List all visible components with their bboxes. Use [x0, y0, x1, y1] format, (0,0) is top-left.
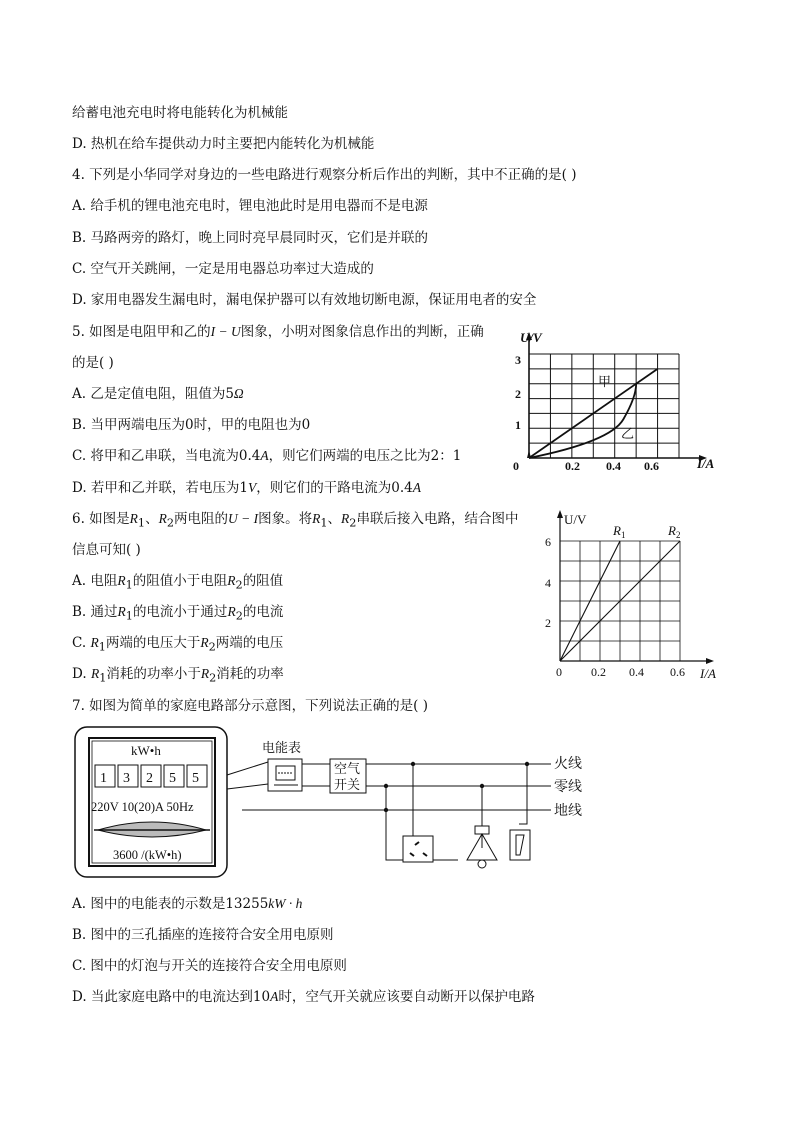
x-tick-label: 0.6 [670, 665, 685, 679]
math-i-u: I − U [210, 324, 241, 339]
three-pin-socket [403, 836, 433, 862]
y-axis-arrow [557, 510, 563, 518]
x-tick-label: 0.2 [565, 459, 580, 473]
q7-option-d: D. 当此家庭电路中的电流达到10A时，空气开关就应该要自动断开以保护电路 [72, 989, 535, 1005]
question-5-stem-cont: 的是( ) [72, 355, 114, 371]
q4-option-c: C. 空气开关跳闸，一定是用电器总功率过大造成的 [72, 261, 374, 277]
air-switch-label: 空气 [334, 761, 361, 776]
meter-unit: kW•h [131, 743, 161, 758]
option-d: D. 热机在给车提供动力时主要把内能转化为机械能 [72, 136, 375, 152]
question-6-stem: 6. 如图是$R_1$、$R_2$两电阻的U − I图象。将$R_1$、$R_2$串联后接入电路，结合图中 [72, 511, 519, 530]
meter-rating: 220V 10(20)A 50Hz [91, 800, 194, 814]
question-6-stem-cont: 信息可知( ) [72, 542, 141, 558]
meter-digit: 3 [123, 771, 130, 786]
text-line: 给蓄电池充电时将电能转化为机械能 [72, 105, 288, 121]
series-label-r1: $R_1$ [613, 523, 626, 540]
chart-q6-ui-graph [540, 508, 730, 684]
meter-constant: 3600 /(kW•h) [113, 848, 182, 862]
live-wire-label: 火线 [554, 757, 582, 772]
y-tick-label: 3 [515, 353, 521, 367]
x-axis-arrow [706, 658, 714, 664]
x-axis-label: I/A [700, 666, 716, 681]
x-tick-label: 0.2 [591, 665, 606, 679]
y-tick-label: 2 [515, 387, 521, 401]
q6-option-d: D. $R_1$消耗的功率小于$R_2$消耗的功率 [72, 666, 284, 685]
y-tick-label: 2 [545, 616, 551, 630]
series-label-yi: 乙 [621, 426, 635, 441]
x-tick-label: 0.4 [606, 459, 621, 473]
question-4-stem: 4. 下列是小华同学对身边的一些电路进行观察分析后作出的判断，其中不正确的是( ) [72, 167, 577, 183]
question-7-stem: 7. 如图为简单的家庭电路部分示意图，下列说法正确的是( ) [72, 698, 428, 714]
q5-option-d: D. 若甲和乙并联，若电压为1V，则它们的干路电流为0.4A [72, 480, 421, 496]
series-label-r2: $R_2$ [668, 523, 681, 540]
q5-option-a: A. 乙是定值电阻，阻值为5Ω [72, 386, 244, 402]
meter-digit: 5 [192, 771, 199, 786]
q6-option-a: A. 电阻$R_1$的阻值小于电阻$R_2$的阻值 [72, 573, 284, 592]
x-tick-label: 0.4 [629, 665, 644, 679]
y-tick-label: 6 [545, 535, 551, 549]
q7-option-b: B. 图中的三孔插座的连接符合安全用电原则 [72, 927, 334, 943]
y-axis-label: U/V [520, 330, 542, 345]
q6-option-c: C. $R_1$两端的电压大于$R_2$两端的电压 [72, 635, 284, 654]
meter-digit: 5 [169, 771, 176, 786]
q7-option-c: C. 图中的灯泡与开关的连接符合安全用电原则 [72, 958, 347, 974]
y-axis-label: U/V [564, 512, 587, 527]
q5-option-c: C. 将甲和乙串联，当电流为0.4A，则它们两端的电压之比为2：1 [72, 448, 462, 464]
series-label-jia: 甲 [598, 374, 612, 389]
origin-label: 0 [556, 665, 562, 679]
meter-digit: 2 [146, 771, 153, 786]
x-axis-label: I/A [697, 456, 715, 471]
household-circuit-diagram [70, 722, 590, 882]
air-switch-label: 开关 [334, 777, 361, 792]
q4-option-a: A. 给手机的锂电池充电时，锂电池此时是用电器而不是电源 [72, 198, 428, 214]
x-tick-label: 0.6 [644, 459, 659, 473]
q4-option-b: B. 马路两旁的路灯，晚上同时亮早晨同时灭，它们是并联的 [72, 230, 429, 246]
ground-wire-label: 地线 [554, 804, 582, 819]
neutral-wire-label: 零线 [554, 780, 582, 795]
origin-label: 0 [513, 459, 519, 473]
meter-digit: 1 [100, 771, 107, 786]
q5-option-b: B. 当甲两端电压为0时，甲的电阻也为0 [72, 417, 311, 433]
y-tick-label: 4 [545, 576, 551, 590]
question-5-stem: 5. 如图是电阻甲和乙的I − U图象，小明对图象信息作出的判断，正确 [72, 324, 484, 340]
q6-option-b: B. 通过$R_1$的电流小于通过$R_2$的电流 [72, 604, 284, 623]
q4-option-d: D. 家用电器发生漏电时，漏电保护器可以有效地切断电源，保证用电者的安全 [72, 292, 537, 308]
energy-meter [268, 759, 302, 791]
meter-label: 电能表 [262, 740, 302, 755]
y-tick-label: 1 [515, 418, 521, 432]
lamp [467, 826, 497, 868]
q7-option-a: A. 图中的电能表的示数是13255kW · h [72, 896, 303, 912]
chart-q5-iu-graph [500, 320, 730, 480]
